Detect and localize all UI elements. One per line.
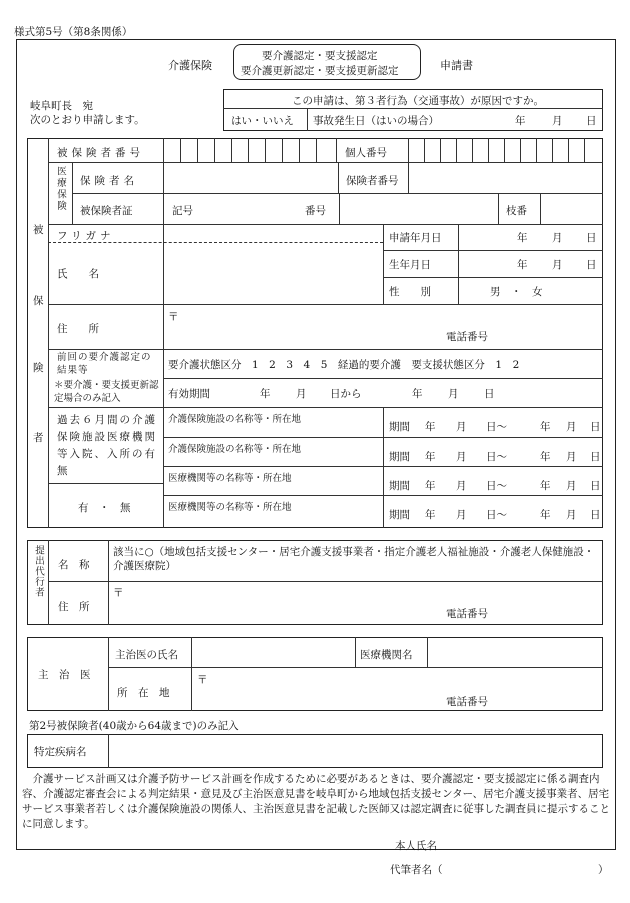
- apply-day: 日: [586, 232, 597, 244]
- period1-month: 月: [456, 421, 467, 433]
- request-statement: 次のとおり申請します。: [30, 114, 145, 126]
- birth-date-label: 生年月日: [389, 259, 431, 271]
- facility-history-label: 過去６月間の介護保険施設医療機関等入院、入所の有無: [57, 414, 157, 477]
- period3-year: 年: [425, 480, 436, 492]
- facility-row-4: 医療機関等の名称等・所在地: [168, 502, 292, 513]
- apply-date-label: 申請年月日: [389, 232, 442, 244]
- disease-box: [27, 734, 603, 768]
- insured-label-2: 保: [33, 295, 44, 307]
- consent-text: 介護サービス計画又は介護予防サービス計画を作成するために必要があるときは、要介護認定・要支援認定に係る調査内容、介護認定審査会による判定結果・意見及び主治医意見書を岐阜町から地域包括支援センター、居宅介護支援事業者、居宅サービス事業者若しくは介護保険施設の関係人、主治医意見書を記載した医師又は認定調査に従事した調査員に提示することに同意します。: [22, 773, 610, 830]
- valid-to-day: 日: [484, 388, 495, 400]
- insurer-name-label: 保険者名: [80, 175, 138, 187]
- medical-insurance-label: 医療保険: [55, 166, 66, 212]
- period1-tilde: 日〜: [486, 421, 507, 433]
- valid-to-year: 年: [412, 388, 423, 400]
- personal-number-label: 個人番号: [345, 147, 387, 159]
- proxy-label: 代筆者名（: [390, 864, 443, 876]
- period1-year: 年: [425, 421, 436, 433]
- birth-year: 年: [517, 259, 528, 271]
- furigana-label: フリガナ: [57, 230, 115, 242]
- insured-label-3: 険: [33, 362, 44, 374]
- sex-label: 性 別: [389, 286, 431, 298]
- period2-month: 月: [456, 451, 467, 463]
- name-label: 氏 名: [57, 268, 99, 280]
- doctor-section: [27, 637, 603, 711]
- addressee: 岐阜町長 宛: [30, 100, 93, 112]
- period-2: 期間: [389, 451, 410, 463]
- previous-care-level[interactable]: 要介護状態区分 1 2 3 4 5 経過的要介護 要支援状態区分 1 2: [168, 359, 520, 371]
- period1-end-day: 日: [590, 421, 601, 433]
- postal-mark: 〒: [168, 311, 179, 323]
- card-number-label: 番号: [305, 205, 326, 217]
- agent-type-choice[interactable]: 該当に○（地域包括支援センター・居宅介護支援事業者・指定介護老人福祉施設・介護老人保健施設・介護医療院）: [113, 546, 595, 572]
- period3-tilde: 日〜: [486, 480, 507, 492]
- period3-end-day: 日: [590, 480, 601, 492]
- doctor-name-label: 主治医の氏名: [115, 649, 178, 661]
- agent-phone-label: 電話番号: [446, 608, 488, 620]
- institution-label: 医療機関名: [360, 649, 413, 661]
- period4-end-year: 年: [540, 509, 551, 521]
- period1-end-month: 月: [566, 421, 577, 433]
- period4-tilde: 日〜: [486, 509, 507, 521]
- insured-label-1: 被: [33, 224, 44, 236]
- valid-from-month: 月: [296, 388, 307, 400]
- period2-tilde: 日〜: [486, 451, 507, 463]
- accident-day: 日: [586, 115, 597, 127]
- presence-choice[interactable]: 有 ・ 無: [78, 502, 131, 514]
- card-symbol-label: 記号: [172, 205, 193, 217]
- insured-label-4: 者: [33, 432, 44, 444]
- period-3: 期間: [389, 480, 410, 492]
- valid-from-year: 年: [260, 388, 271, 400]
- doctor-phone-label: 電話番号: [446, 696, 488, 708]
- phone-label: 電話番号: [446, 331, 488, 343]
- sex-options[interactable]: 男 ・ 女: [490, 286, 543, 298]
- yes-no-choice[interactable]: はい・いいえ: [231, 115, 294, 127]
- insurer-number-label: 保険者番号: [346, 175, 399, 187]
- period3-end-year: 年: [540, 480, 551, 492]
- accident-month: 月: [552, 115, 563, 127]
- birth-month: 月: [552, 259, 563, 271]
- period4-end-month: 月: [566, 509, 577, 521]
- doctor-section-label: 主 治 医: [38, 669, 91, 681]
- apply-month: 月: [552, 232, 563, 244]
- signature-label: 本人氏名: [395, 840, 437, 852]
- period2-end-day: 日: [590, 451, 601, 463]
- no2-note: 第2号被保険者(40歳から64歳まで)のみ記入: [29, 720, 239, 732]
- proxy-close: ）: [598, 864, 609, 876]
- third-party-question: この申請は、第３者行為（交通事故）が原因ですか。: [292, 95, 544, 107]
- valid-to-month: 月: [448, 388, 459, 400]
- title-prefix: 介護保険: [168, 59, 212, 72]
- form-number: 様式第5号（第8条関係）: [14, 26, 133, 38]
- agent-postal-mark: 〒: [113, 587, 124, 599]
- accident-year: 年: [515, 115, 526, 127]
- period1-end-year: 年: [540, 421, 551, 433]
- period3-end-month: 月: [566, 480, 577, 492]
- period3-month: 月: [456, 480, 467, 492]
- doctor-postal-mark: 〒: [197, 674, 208, 686]
- agent-address-label: 住 所: [58, 601, 90, 613]
- period4-end-day: 日: [590, 509, 601, 521]
- birth-day: 日: [586, 259, 597, 271]
- application-type-2: 要介護更新認定・要支援更新認定: [241, 65, 399, 77]
- title-suffix: 申請書: [440, 59, 473, 72]
- facility-row-2: 介護保険施設の名称等・所在地: [168, 444, 302, 455]
- period2-end-month: 月: [566, 451, 577, 463]
- apply-year: 年: [517, 232, 528, 244]
- disease-label: 特定疾病名: [34, 746, 87, 758]
- facility-row-1: 介護保険施設の名称等・所在地: [168, 414, 302, 425]
- facility-row-3: 医療機関等の名称等・所在地: [168, 473, 292, 484]
- doctor-address-label: 所 在 地: [117, 687, 170, 699]
- period-4: 期間: [389, 509, 410, 521]
- application-type-1: 要介護認定・要支援認定: [262, 50, 378, 62]
- period-1: 期間: [389, 421, 410, 433]
- branch-number-label: 枝番: [506, 205, 527, 217]
- previous-result-note: ＊要介護・要支援更新認定場合のみ記入: [54, 380, 159, 404]
- address-label: 住 所: [57, 323, 99, 335]
- agent-section-label: 提出代行者: [33, 545, 44, 598]
- previous-result-label: 前回の要介護認定の結果等: [57, 352, 152, 376]
- period2-year: 年: [425, 451, 436, 463]
- insurance-card-label: 被保険者証: [80, 205, 133, 217]
- accident-date-label: 事故発生日（はいの場合）: [313, 115, 439, 127]
- agent-name-label: 名 称: [58, 559, 90, 571]
- valid-from-text: 日から: [330, 388, 362, 400]
- period4-year: 年: [425, 509, 436, 521]
- period2-end-year: 年: [540, 451, 551, 463]
- period4-month: 月: [456, 509, 467, 521]
- insured-number-label: 被保険者番号: [57, 147, 144, 159]
- valid-period-label: 有効期間: [168, 388, 210, 400]
